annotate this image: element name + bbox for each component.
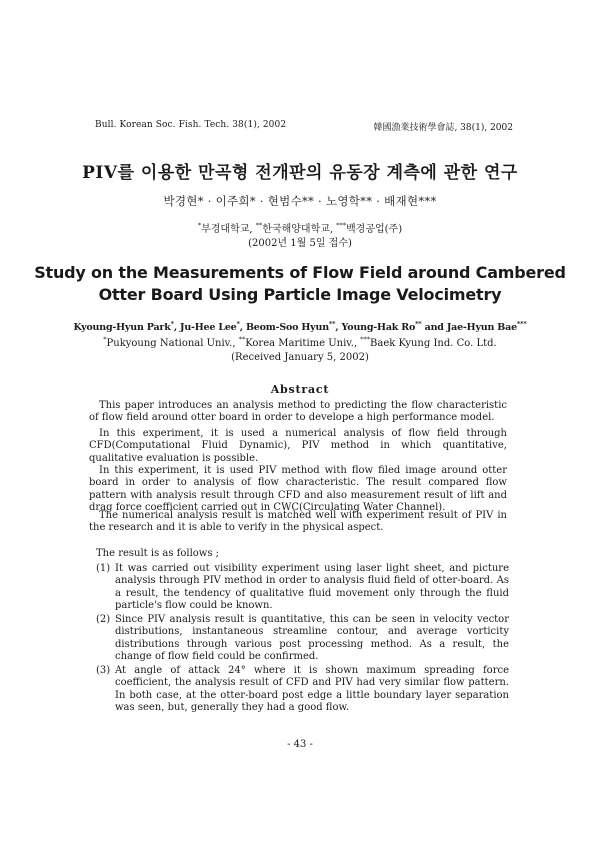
list-item-number: (3)	[96, 664, 111, 676]
author-name: Beom-Soo Hyun	[245, 322, 329, 333]
journal-header-korean: 韓國漁業技術學會誌, 38(1), 2002	[373, 123, 513, 133]
paragraph-text: In this experiment, it is used a numerical analysis of flow field through CFD(Computational Fluid Dynamic), PIV method in which quantitative, qualitative evaluation is possible.	[89, 428, 507, 464]
english-title-line-1: Study on the Measurements of Flow Field around Cambered	[34, 263, 566, 282]
list-item-text: At angle of attack 24° where it is shown maximum spreading force coefficient, the analysis result of CFD and PIV had very similar flow pattern. In both case, at the otter-board post edge a little boundary layer separation was seen, but, generally they had a good flow.	[115, 664, 509, 713]
korean-title: PIV를 이용한 만곡형 전개판의 유동장 계측에 관한 연구	[82, 163, 518, 183]
paragraph-text: The numerical analysis result is matched well with experiment result of PIV in the research and it is able to verify in the physical aspect.	[89, 510, 507, 534]
page-number: - 43 -	[287, 739, 313, 750]
abstract-paragraph	[89, 428, 507, 465]
author-name: Jae-Hyun Bae	[446, 322, 517, 333]
affil-mark: *	[103, 335, 107, 344]
affil-mark: **	[415, 319, 422, 328]
journal-header-english: Bull. Korean Soc. Fish. Tech. 38(1), 2002	[95, 120, 287, 130]
english-affil-1: Pukyoung National Univ.,	[106, 338, 239, 349]
list-item-number: (1)	[96, 562, 111, 574]
separator: ,	[335, 322, 342, 333]
english-affiliations	[0, 335, 600, 349]
list-item-text: It was carried out visibility experiment using laser light sheet, and picture analysis through PIV method in order to analysis fluid field of otter-board. As a result, the tendency of qualitative fluid movement only through the fluid particle's flow could be known.	[115, 562, 509, 611]
english-title-line-2: Otter Board Using Particle Image Velocimetry	[98, 285, 502, 304]
results-lead: The result is as follows ;	[96, 548, 220, 559]
english-title	[0, 262, 600, 306]
affil-mark: *	[236, 319, 240, 328]
abstract-heading: Abstract	[270, 383, 330, 396]
abstract-paragraph	[89, 400, 507, 425]
results-list	[96, 548, 509, 716]
author-name: Young-Hak Ro	[341, 322, 416, 333]
abstract-paragraph	[89, 465, 507, 514]
english-affil-3: Baek Kyung Ind. Co. Ltd.	[370, 338, 497, 349]
korean-authors: 박경현* · 이주희* · 현범수** · 노영학** · 배재현***	[163, 194, 437, 208]
english-received-date: (Received January 5, 2002)	[231, 352, 369, 363]
list-item-number: (2)	[96, 613, 111, 625]
korean-affil-3: 백경공업(주)	[346, 224, 403, 235]
affil-mark: *	[197, 221, 202, 230]
list-item	[96, 665, 509, 715]
list-item	[96, 614, 509, 664]
list-item-text: Since PIV analysis result is quantitative, this can be seen in velocity vector distributions, instantaneous streamline contour, and average vorticity distributions through various post processing method. As a result, the change of flow field could be confirmed.	[115, 613, 509, 662]
affil-mark: ***	[360, 335, 371, 344]
affil-mark: ***	[336, 221, 347, 230]
separator: ,	[239, 322, 246, 333]
korean-affiliations	[0, 220, 600, 235]
korean-affil-1: 부경대학교,	[201, 224, 256, 235]
affil-mark: ***	[516, 319, 527, 328]
affil-mark: **	[255, 221, 263, 230]
affil-mark: **	[238, 335, 246, 344]
english-affil-2: Korea Maritime Univ.,	[245, 338, 361, 349]
author-name: Kyoung-Hyun Park	[73, 322, 171, 333]
abstract-paragraph	[89, 510, 507, 535]
affil-mark: **	[328, 319, 336, 328]
english-authors	[0, 319, 600, 333]
separator: and	[421, 322, 447, 333]
author-name: Ju-Hee Lee	[180, 322, 237, 333]
korean-affil-2: 한국해양대학교,	[262, 224, 337, 235]
list-item	[96, 563, 509, 613]
affil-mark: *	[170, 319, 174, 328]
separator: ,	[173, 322, 181, 333]
korean-received-date: (2002년 1월 5일 접수)	[248, 238, 352, 249]
paragraph-text: In this experiment, it is used PIV method with flow filed image around otter board in order to analysis of flow characteristic. The result compared flow pattern with analysis result through CFD and also measurement result of lift and drag force coefficient carried out in CWC(Circulating Water Channel).	[89, 465, 507, 513]
paragraph-text: This paper introduces an analysis method to predicting the flow characteristic of flow field around otter board in order to develope a high performance model.	[89, 400, 507, 424]
